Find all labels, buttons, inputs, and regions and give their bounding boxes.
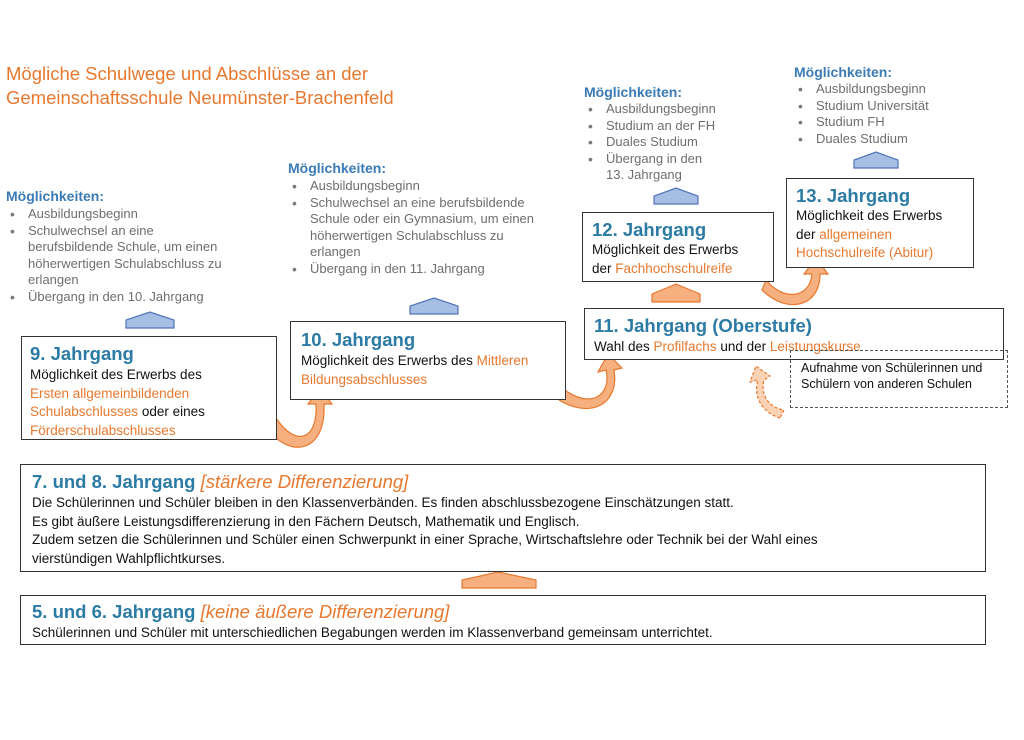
g9-possibilities: Möglichkeiten: • Ausbildungsbeginn • Schulwechsel an eine berufsbildende Schule, um einen höherwertigen Schulabschluss zu erlangen • Übergang in den 10. Jahrgang	[6, 188, 266, 305]
list-item: • Duales Studium	[584, 134, 784, 151]
grade-5-6-box: 5. und 6. Jahrgang [keine äußere Differenzierung] Schülerinnen und Schüler mit unterschiedlichen Begabungen werden im Klassenverband gemeinsam unterrichtet.	[20, 595, 986, 645]
list-item: • Ausbildungsbeginn	[6, 206, 266, 223]
dashed-entry-arrow-icon	[750, 366, 784, 418]
grade-9-box: 9. Jahrgang Möglichkeit des Erwerbs des Ersten allgemeinbildenden Schulabschlusses oder eines Förderschulabschlusses	[21, 336, 277, 440]
list-item: • Übergang in den 11. Jahrgang	[288, 261, 558, 278]
up-arrow-10-possibilities-icon	[410, 298, 458, 314]
up-arrow-11-to-12-icon	[652, 284, 700, 302]
grade-7-8-box: 7. und 8. Jahrgang [stärkere Differenzierung] Die Schülerinnen und Schüler bleiben in den Klassenverbänden. Es finden abschlussbezogene Einschätzungen statt. Es gibt äußere Leistungsdifferenzierung in den Fächern Deutsch, Mathematik und Englisch. Zudem setzen die Schülerinnen und Schüler einen Schwerpunkt in einer Sprache, Wirtschaftslehre oder Technik bei der Wahl eines vierstündigen Wahlpflichtkurses.	[20, 464, 986, 572]
list-item: • Studium FH	[794, 114, 994, 131]
grade-11-box: 11. Jahrgang (Oberstufe) Wahl des Profilfachs und der Leistungskurse	[584, 308, 1004, 360]
list-item: • Studium an der FH	[584, 118, 784, 135]
grade-10-box: 10. Jahrgang Möglichkeit des Erwerbs des Mittleren Bildungsabschlusses	[290, 321, 566, 400]
list-item: • Duales Studium	[794, 131, 994, 148]
up-arrow-9-possibilities-icon	[126, 312, 174, 328]
list-item: • Ausbildungsbeginn	[584, 101, 784, 118]
grade-12-box: 12. Jahrgang Möglichkeit des Erwerbs der Fachhochschulreife	[582, 212, 774, 282]
grade-13-box: 13. Jahrgang Möglichkeit des Erwerbs der allgemeinen Hochschulreife (Abitur)	[786, 178, 974, 268]
page-title: Mögliche Schulwege und Abschlüsse an der Gemeinschaftsschule Neumünster-Brachenfeld	[6, 63, 394, 108]
list-item: • Ausbildungsbeginn	[288, 178, 558, 195]
g12-possibilities: Möglichkeiten: • Ausbildungsbeginn • Studium an der FH • Duales Studium • Übergang in den 13. Jahrgang	[584, 84, 784, 184]
list-item: • Übergang in den 10. Jahrgang	[6, 289, 266, 306]
list-item: • Schulwechsel an eine berufsbildende Schule oder ein Gymnasium, um einen höherwertigen Schulabschluss zu erlangen	[288, 195, 540, 261]
up-arrow-13-possibilities-icon	[854, 152, 898, 168]
g10-possibilities: Möglichkeiten: • Ausbildungsbeginn • Schulwechsel an eine berufsbildende Schule oder ein Gymnasium, um einen höherwertigen Schulabschluss zu erlangen • Übergang in den 11. Jahrgang	[288, 160, 558, 277]
g13-possibilities: Möglichkeiten: • Ausbildungsbeginn • Studium Universität • Studium FH • Duales Studium	[794, 64, 994, 147]
list-item: • Schulwechsel an eine berufsbildende Schule, um einen höherwertigen Schulabschluss zu erlangen	[6, 223, 228, 289]
up-arrow-12-possibilities-icon	[654, 188, 698, 204]
list-item: • Übergang in den 13. Jahrgang	[584, 151, 714, 184]
list-item: • Ausbildungsbeginn	[794, 81, 994, 98]
list-item: • Studium Universität	[794, 98, 994, 115]
up-arrow-5-to-7-icon	[462, 572, 536, 588]
transfer-note: Aufnahme von Schülerinnen und Schülern von anderen Schulen	[790, 350, 1008, 408]
